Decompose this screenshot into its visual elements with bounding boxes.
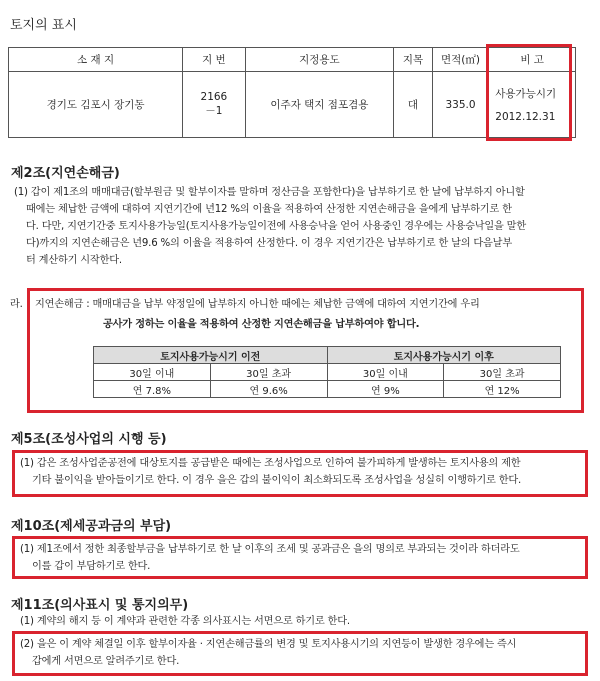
cell-use: 이주자 택지 점포겸용 [245,72,394,138]
cell-area: 335.0 [432,72,489,138]
rate-value: 연 9.6% [210,381,327,398]
cell-category: 대 [394,72,433,138]
header-remark: 비 고 [489,48,576,72]
art2-body [14,184,589,269]
art2-line: 다)까지의 지연손해금은 년9.6 %의 이율을 적용하여 산정한다. 이 경우 지연기간은 납부하기로 한 날의 다음날부 [26,238,512,249]
rate-value: 연 12% [444,381,561,398]
rate-sub-header: 30일 초과 [210,364,327,381]
remark-label: 사용가능시기 [495,88,557,100]
rate-table [93,346,561,398]
remark-date: 2012.12.31 [495,111,556,123]
art10-line-1: (1) 제1조에서 정한 최종할부금을 납부하기로 한 날 이후의 조세 및 공과금은 을의 명의로 부과되는 것이라 하더라도 [20,544,520,555]
cell-lot [183,72,245,138]
art5-title: 제5조(조성사업의 시행 등) [11,432,167,447]
header-area: 면적(㎡) [432,48,489,72]
art2-line: 때에는 체납한 금액에 대하여 지연기간에 년12 %의 이율을 적용하여 산정한 지연손해금을 을에게 납부하기로 한 [26,204,512,215]
art11-line-2b: 갑에게 서면으로 알려주기로 한다. [32,656,180,667]
art2-title: 제2조(지연손해금) [11,166,120,181]
notice-line-2: 공사가 정하는 이율을 적용하여 산정한 지연손해금을 납부하여야 합니다. [103,319,420,330]
rate-header-before: 토지사용가능시기 이전 [94,347,328,364]
header-category: 지목 [394,48,433,72]
art2-line: 다. 다만, 지연기간중 토지사용가능일(토지사용가능일이전에 사용승낙을 얻어 사용중인 경우에는 사용승낙일을 말한 [26,221,526,232]
art11-line-2a: (2) 을은 이 계약 체결일 이후 할부이자율 · 지연손해금률의 변경 및 토지사용시기의 지연등이 발생한 경우에는 즉시 [20,639,517,650]
art11-body [20,636,585,670]
art11-line-1: (1) 계약의 해지 등 이 계약과 관련한 각종 의사표시는 서면으로 하기로 한다. [20,616,350,627]
notice-prefix: 라. [10,299,23,310]
rate-header-after: 토지사용가능시기 이후 [327,347,561,364]
highlight-remark [486,44,572,141]
land-section-title: 토지의 표시 [10,18,77,33]
notice-line-1: 지연손해금 : 매매대금을 납부 약정일에 납부하지 아니한 때에는 체납한 금액에 대하여 지연기간에 우리 [35,299,480,310]
rate-value: 연 9% [327,381,444,398]
header-lot: 지 번 [183,48,245,72]
rate-sub-header: 30일 이내 [327,364,444,381]
header-use: 지정용도 [245,48,394,72]
lot-sub-number: －1 [205,105,223,117]
rate-sub-header: 30일 초과 [444,364,561,381]
cell-location: 경기도 김포시 장기동 [9,72,183,138]
lot-number: 2166 [200,91,228,103]
art10-title: 제10조(제세공과금의 부담) [11,519,172,534]
rate-sub-header: 30일 이내 [94,364,211,381]
art2-line: 터 계산하기 시작한다. [26,255,122,266]
art10-body [20,541,585,575]
art2-line: (1) 갑이 제1조의 매매대금(할부원금 및 할부이자를 말하며 정산금을 포함한다)을 납부하기로 한 날에 납부하지 아니할 [14,187,525,198]
header-location: 소 재 지 [9,48,183,72]
rate-value: 연 7.8% [94,381,211,398]
art5-line-1: (1) 갑은 조성사업준공전에 대상토지를 공급받은 때에는 조성사업으로 인하여 불가피하게 발생하는 토지사용의 제한 [20,458,521,469]
art10-line-2: 이를 갑이 부담하기로 한다. [32,561,151,572]
art5-line-2: 기타 불이익을 받아들이기로 한다. 이 경우 을은 갑의 불이익이 최소화되도록 조성사업을 성실히 이행하기로 한다. [32,475,522,486]
art11-title: 제11조(의사표시 및 통지의무) [11,598,189,613]
art5-body [20,455,585,489]
